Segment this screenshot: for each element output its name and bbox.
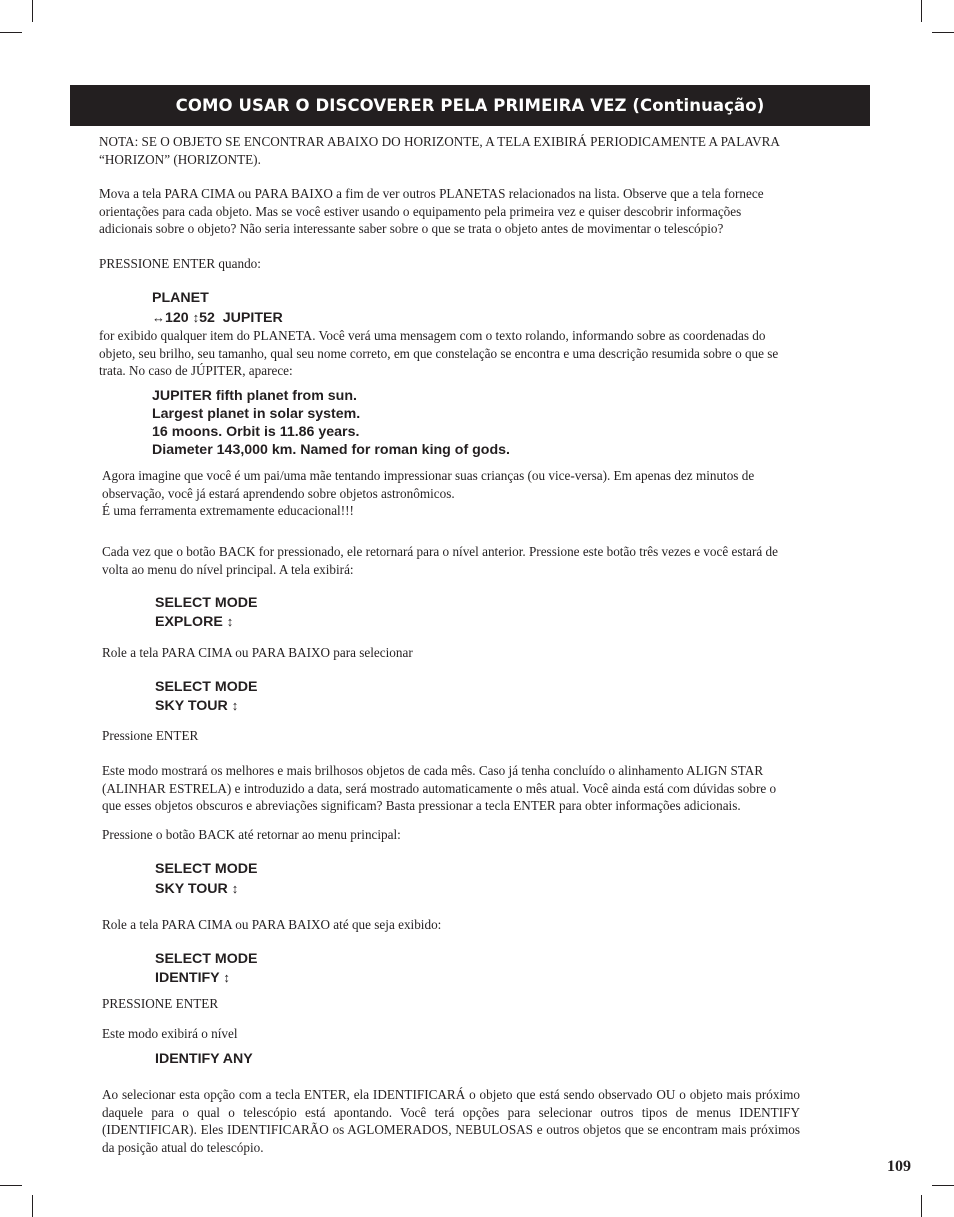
section-header: [70, 85, 870, 126]
press-back: Pressione o botão BACK até retornar ao menu principal:: [102, 827, 401, 842]
press-enter-when: PRESSIONE ENTER quando:: [99, 256, 261, 271]
note-line-1: NOTA: SE O OBJETO SE ENCONTRAR ABAIXO DO HORIZONTE, A TELA EXIBIRÁ PERIODICAMENTE A PALAVRA: [99, 134, 780, 149]
displayed-paragraph-line-3: trata. No caso de JÚPITER, aparece:: [99, 363, 293, 378]
up-down-arrow-icon: ↕: [223, 970, 230, 985]
page-number: 109: [887, 1158, 911, 1175]
imagine-paragraph-line-1: Agora imagine que você é um pai/uma mãe tentando impressionar suas crianças (ou vice-versa). Em apenas dez minutos de: [102, 468, 755, 483]
identify-level-text: Este modo exibirá o nível: [102, 1026, 238, 1041]
crop-mark-top-right-v: [921, 0, 922, 22]
crop-mark-top-left-h: [0, 32, 22, 33]
altitude-value: 52: [199, 310, 215, 326]
sky-tour-paragraph-line-3: que esses objetos obscuros e abreviações significam? Basta pressionar a tecla ENTER para obter informações adicionais.: [102, 798, 741, 813]
scroll-until-displayed: Role a tela PARA CIMA ou PARA BAIXO até que seja exibido:: [102, 917, 442, 932]
azimuth-value: 120: [165, 310, 189, 326]
up-down-arrow-icon: ↕: [226, 614, 234, 629]
section-title: COMO USAR O DISCOVERER PELA PRIMEIRA VEZ (Continuação): [175, 96, 765, 115]
back-paragraph-line-1: Cada vez que o botão BACK for pressionado, ele retornará para o nível anterior. Pressione este botão três vezes e você estará de: [102, 544, 778, 559]
crop-mark-bottom-left-v: [32, 1195, 33, 1217]
move-paragraph-line-2: orientações para cada objeto. Mas se você estiver usando o equipamento pela primeira vez e quiser descobrir informações: [99, 203, 742, 219]
jupiter-info-line-3: 16 moons. Orbit is 11.86 years.: [152, 424, 360, 440]
planet-name: JUPITER: [222, 310, 283, 326]
sky-tour-display-2-line-1: SELECT MODE: [155, 861, 258, 877]
up-down-arrow-icon: ↕: [231, 698, 239, 713]
crop-mark-bottom-left-h: [0, 1185, 22, 1186]
imagine-paragraph-line-2: observação, você já estará aprendendo sobre objetos astronômicos.: [102, 485, 455, 501]
identify-display-line-1: SELECT MODE: [155, 951, 258, 967]
planet-display-line-2: [152, 309, 283, 327]
jupiter-info-line-1: JUPITER fifth planet from sun.: [152, 388, 357, 404]
note-line-2: “HORIZON” (HORIZONTE).: [99, 152, 261, 167]
up-down-arrow-icon: ↕: [231, 881, 239, 896]
jupiter-info-line-2: Largest planet in solar system.: [152, 406, 361, 422]
explore-display-line-2: [155, 613, 233, 631]
crop-mark-top-right-h: [932, 32, 954, 33]
press-enter-caps: PRESSIONE ENTER: [102, 996, 219, 1011]
sky-tour-paragraph-line-1: Este modo mostrará os melhores e mais brilhosos objetos de cada mês. Caso já tenha concluído o alinhamento ALIGN STAR: [102, 763, 764, 778]
mode-name: SKY TOUR: [155, 881, 228, 897]
move-paragraph-line-3: adicionais sobre o objeto? Não seria interessante saber sobre o que se trata o objeto antes de movimentar o telescópio?: [99, 221, 724, 236]
crop-mark-bottom-right-h: [932, 1185, 954, 1186]
explore-display-line-1: SELECT MODE: [155, 595, 258, 611]
planet-display-line-1: PLANET: [152, 290, 209, 306]
back-paragraph-line-2: volta ao menu do nível principal. A tela exibirá:: [102, 561, 354, 577]
jupiter-info-line-4: Diameter 143,000 km. Named for roman king of gods.: [152, 442, 510, 458]
sky-tour-display-line-1: SELECT MODE: [155, 679, 258, 695]
sky-tour-paragraph-line-2: (ALINHAR ESTRELA) e introduzido a data, será mostrado automaticamente o mês atual. Você ainda está com dúvidas sobre o: [102, 780, 777, 796]
sky-tour-display-line-2: [155, 697, 238, 715]
identify-display-line-2: [155, 969, 230, 987]
move-paragraph-line-1: Mova a tela PARA CIMA ou PARA BAIXO a fim de ver outros PLANETAS relacionados na lista. Observe que a tela fornece: [99, 186, 764, 201]
mode-name: IDENTIFY: [155, 970, 220, 986]
scroll-to-select: Role a tela PARA CIMA ou PARA BAIXO para selecionar: [102, 645, 413, 660]
left-right-arrow-icon: ↔: [152, 310, 165, 325]
mode-name: EXPLORE: [155, 614, 223, 630]
mode-name: SKY TOUR: [155, 698, 228, 714]
displayed-paragraph-line-1: for exibido qualquer item do PLANETA. Você verá uma mensagem com o texto rolando, informando sobre as coordenadas do: [99, 328, 766, 343]
press-enter: Pressione ENTER: [102, 728, 199, 743]
crop-mark-top-left-v: [32, 0, 33, 22]
identify-paragraph: Ao selecionar esta opção com a tecla ENTER, ela IDENTIFICARÁ o objeto que está sendo observado OU o objeto mais próximo daquele para o qual o telescópio está apontando. Você terá opções para selecionar outros tipos de menus IDENTIFY (IDENTIFICAR). Eles IDENTIFICARÃO os AGLOMERADOS, NEBULOSAS e outros objetos que se encontram mais próximos da posição atual do telescópio.: [102, 1087, 800, 1155]
up-down-arrow-icon: ↕: [192, 310, 200, 325]
sky-tour-display-2-line-2: [155, 880, 238, 898]
imagine-paragraph-line-3: É uma ferramenta extremamente educacional!!!: [102, 503, 354, 518]
identify-any-display: IDENTIFY ANY: [155, 1051, 253, 1067]
crop-mark-bottom-right-v: [921, 1195, 922, 1217]
displayed-paragraph-line-2: objeto, seu brilho, seu tamanho, qual seu nome correto, em que constelação se encontra e uma descrição resumida sobre o que se: [99, 345, 779, 361]
